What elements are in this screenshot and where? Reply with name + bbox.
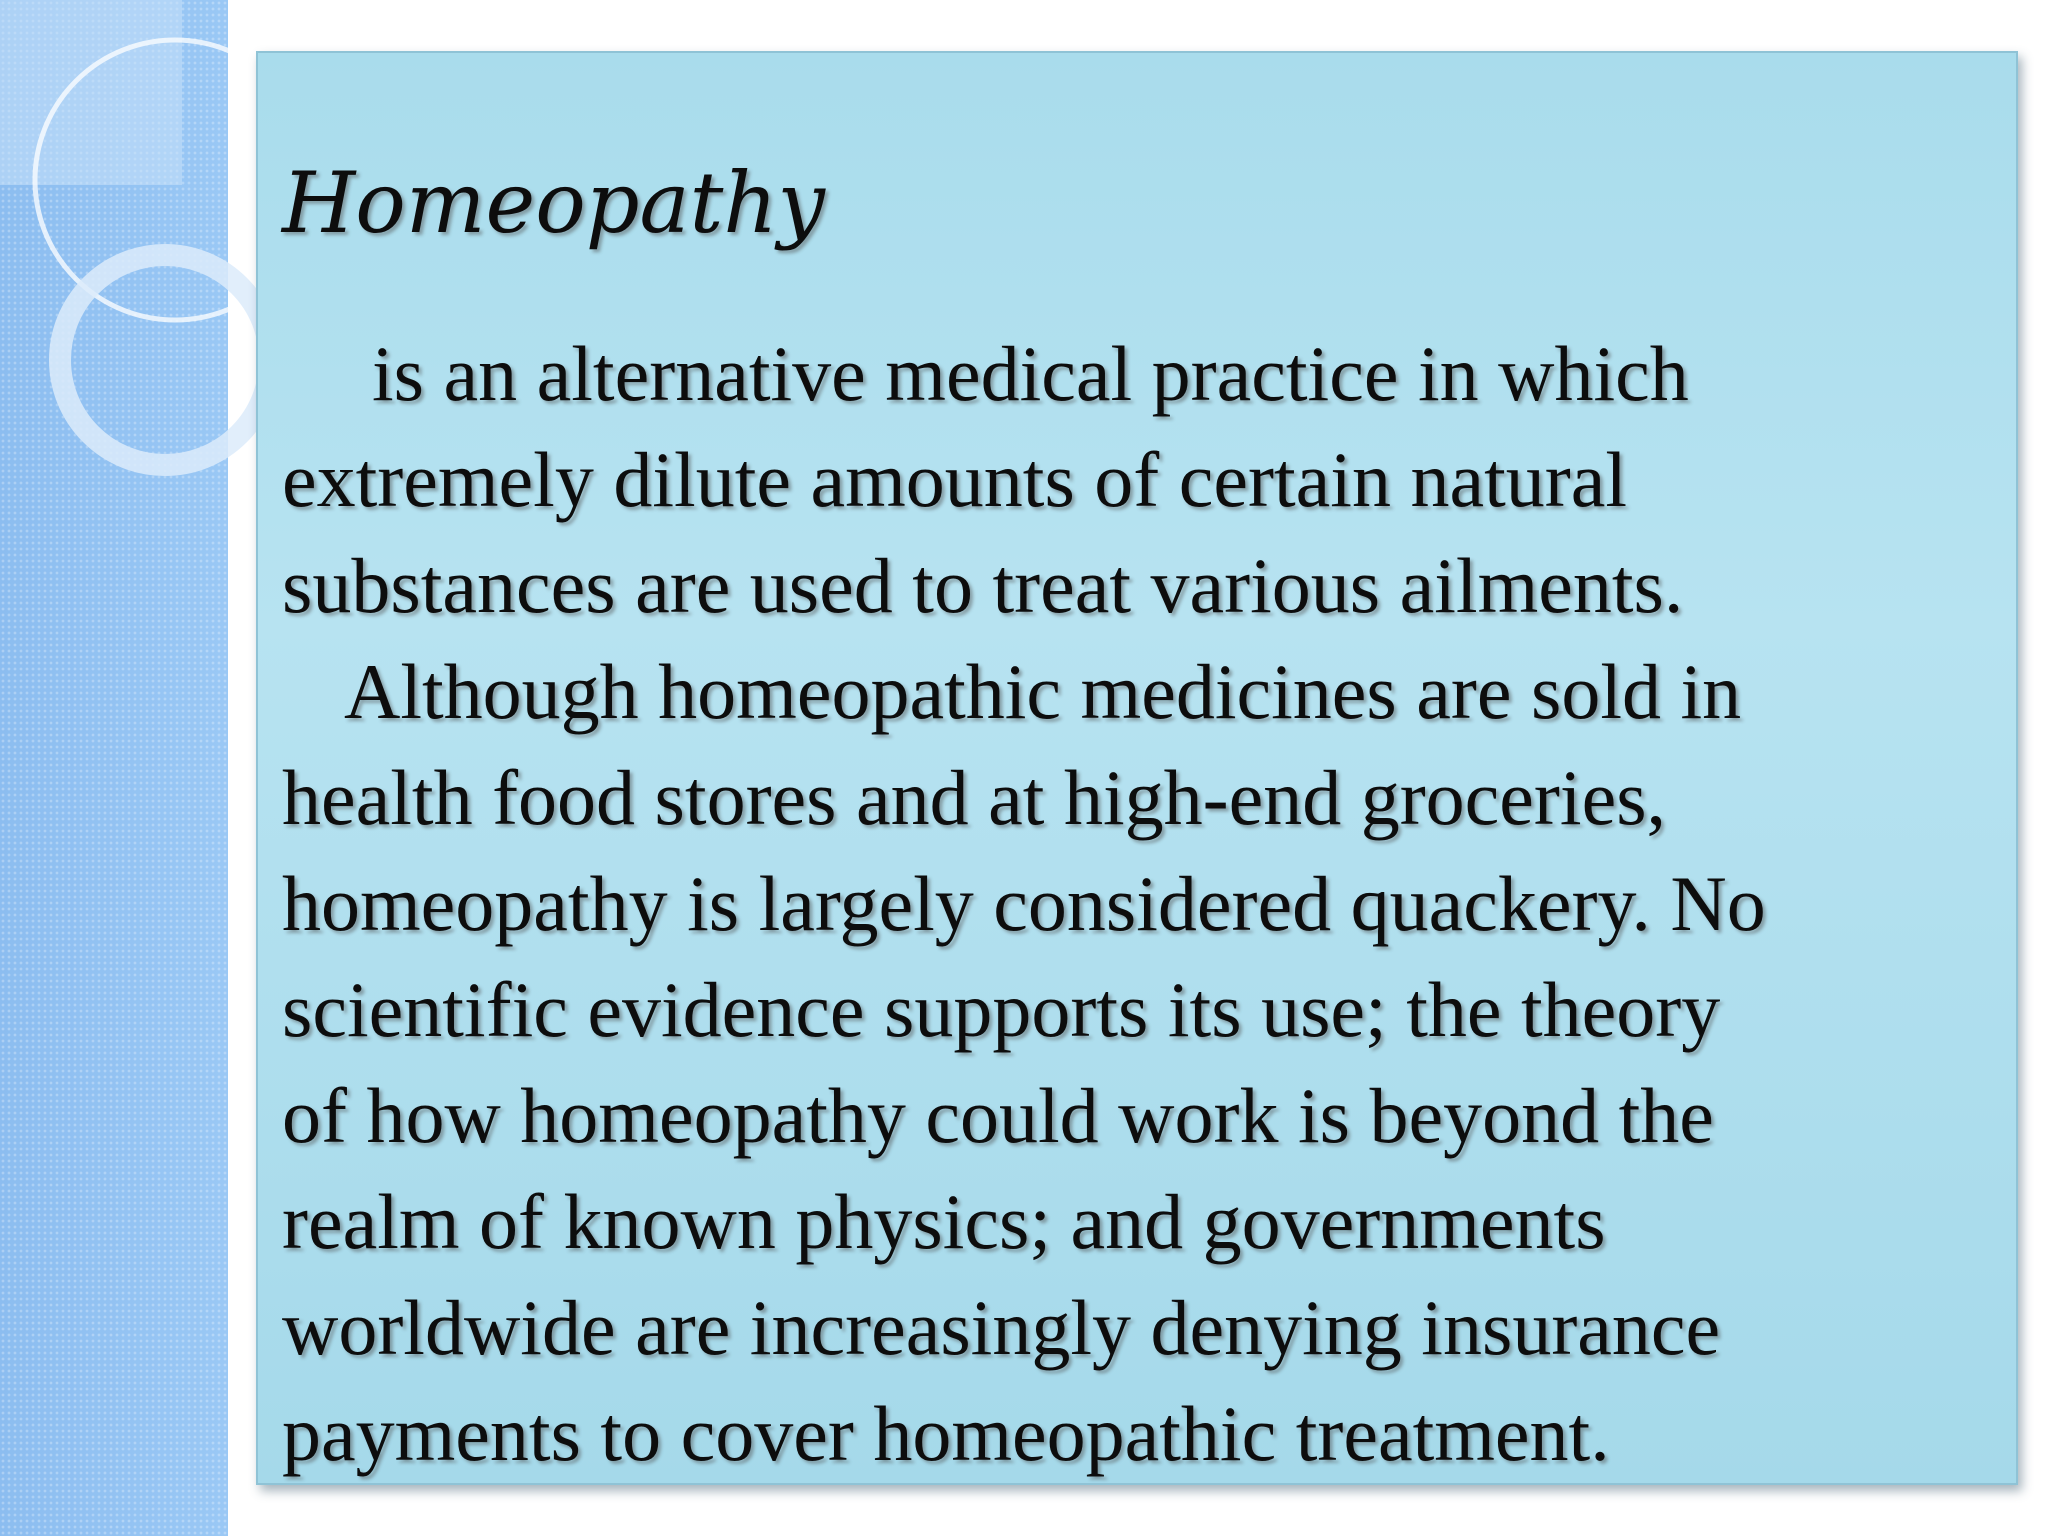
body-line: of how homeopathy could work is beyond the [282, 1072, 1714, 1159]
body-line: health food stores and at high-end groceries, [282, 754, 1667, 841]
body-line: realm of known physics; and governments [282, 1178, 1606, 1265]
body-line: scientific evidence supports its use; the theory [282, 966, 1721, 1053]
body-line: worldwide are increasingly denying insurance [282, 1284, 1721, 1371]
body-line: substances are used to treat various ailments. [282, 542, 1684, 629]
body-line: is an alternative medical practice in which [372, 330, 1689, 417]
body-line: extremely dilute amounts of certain natural [282, 436, 1628, 523]
body-line: payments to cover homeopathic treatment. [282, 1390, 1610, 1477]
slide-body [282, 321, 1766, 1487]
small-ring [60, 255, 260, 465]
decorative-rings [0, 0, 260, 520]
slide-title: Homeopathy [282, 154, 825, 252]
body-line: Although homeopathic medicines are sold in [344, 648, 1742, 735]
body-line: homeopathy is largely considered quackery. No [282, 860, 1766, 947]
content-panel [256, 51, 2018, 1485]
